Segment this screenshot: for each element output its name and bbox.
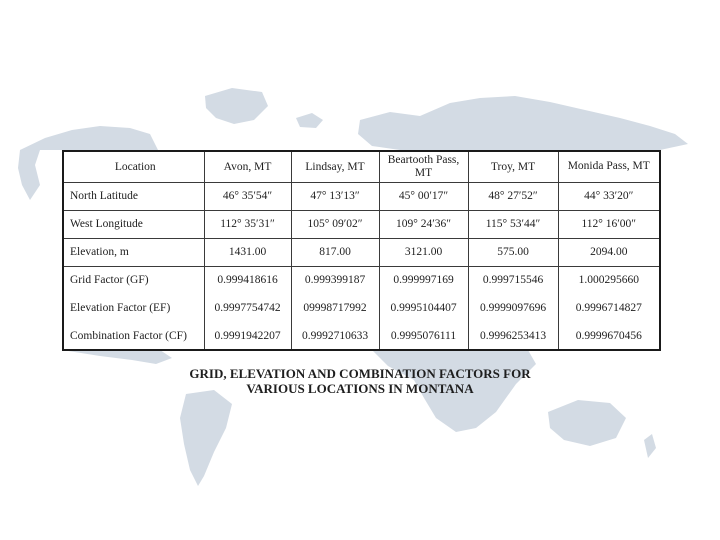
table-cell: 0.999418616 [204, 266, 291, 294]
header-cell: Beartooth Pass, MT [379, 151, 468, 182]
table-cell: 0.999997169 [379, 266, 468, 294]
table-cell: 575.00 [468, 238, 558, 266]
north-america-lower-shape [62, 350, 172, 364]
table-cell: 0.9992710633 [291, 322, 379, 350]
table-row [63, 238, 660, 266]
table-cell: 112° 16′00″ [558, 210, 660, 238]
table-row [63, 294, 660, 322]
new-zealand-shape [644, 434, 656, 458]
eurasia-shape [358, 96, 688, 150]
row-label: Elevation Factor (EF) [63, 294, 204, 322]
table-cell: 0.9995076111 [379, 322, 468, 350]
table-cell: 1.000295660 [578, 274, 639, 287]
header-cell: Lindsay, MT [291, 151, 379, 182]
table-cell: 112° 35′31″ [204, 210, 291, 238]
greenland-shape [205, 88, 268, 124]
table-row [63, 266, 660, 294]
table-cell: 1431.00 [204, 238, 291, 266]
table-cell: 2094.00 [558, 238, 660, 266]
header-cell: Avon, MT [204, 151, 291, 182]
header-cell: Monida Pass, MT [558, 151, 660, 182]
table-row [63, 182, 660, 210]
header-cell: Troy, MT [468, 151, 558, 182]
table-cell: 0.9996253413 [468, 322, 558, 350]
factors-table [62, 150, 661, 351]
table-cell: 0.999715546 [468, 266, 558, 294]
table-caption [120, 366, 600, 396]
table-cell: 109° 24′36″ [379, 210, 468, 238]
table-cell: 47° 13′13″ [291, 182, 379, 210]
row-label: West Longitude [63, 210, 204, 238]
table-cell: 0.999399187 [291, 266, 379, 294]
table-cell: 48° 27′52″ [468, 182, 558, 210]
table-cell: 817.00 [291, 238, 379, 266]
table-row [63, 210, 660, 238]
table-header-row [63, 151, 660, 182]
caption-line-2: VARIOUS LOCATIONS IN MONTANA [246, 381, 474, 396]
table-cell: 0.9996714827 [575, 302, 642, 314]
table-cell: 105° 09′02″ [291, 210, 379, 238]
header-cell: Location [63, 151, 204, 182]
table-cell: 46° 35′54″ [204, 182, 291, 210]
table-cell: 0.9995104407 [379, 294, 468, 322]
iceland-shape [296, 113, 323, 128]
table-row [63, 322, 660, 350]
caption-line-1: GRID, ELEVATION AND COMBINATION FACTORS FOR [189, 366, 531, 381]
australia-shape [548, 400, 626, 446]
table-cell: 0.9999670456 [575, 329, 642, 342]
row-label: Combination Factor (CF) [63, 322, 204, 350]
row-label: Grid Factor (GF) [63, 266, 204, 294]
row-label: Elevation, m [63, 238, 204, 266]
table-cell: 3121.00 [379, 238, 468, 266]
table-cell: 0.9999097696 [468, 294, 558, 322]
table-cell: 09998717992 [291, 294, 379, 322]
table-cell: 44° 33′20″ [558, 182, 660, 210]
table-cell: 45° 00′17″ [379, 182, 468, 210]
table-cell: 115° 53′44″ [468, 210, 558, 238]
row-label: North Latitude [63, 182, 204, 210]
table-cell: 0.9991942207 [204, 322, 291, 350]
table-cell: 0.9997754742 [204, 294, 291, 322]
south-america-shape [180, 390, 232, 486]
